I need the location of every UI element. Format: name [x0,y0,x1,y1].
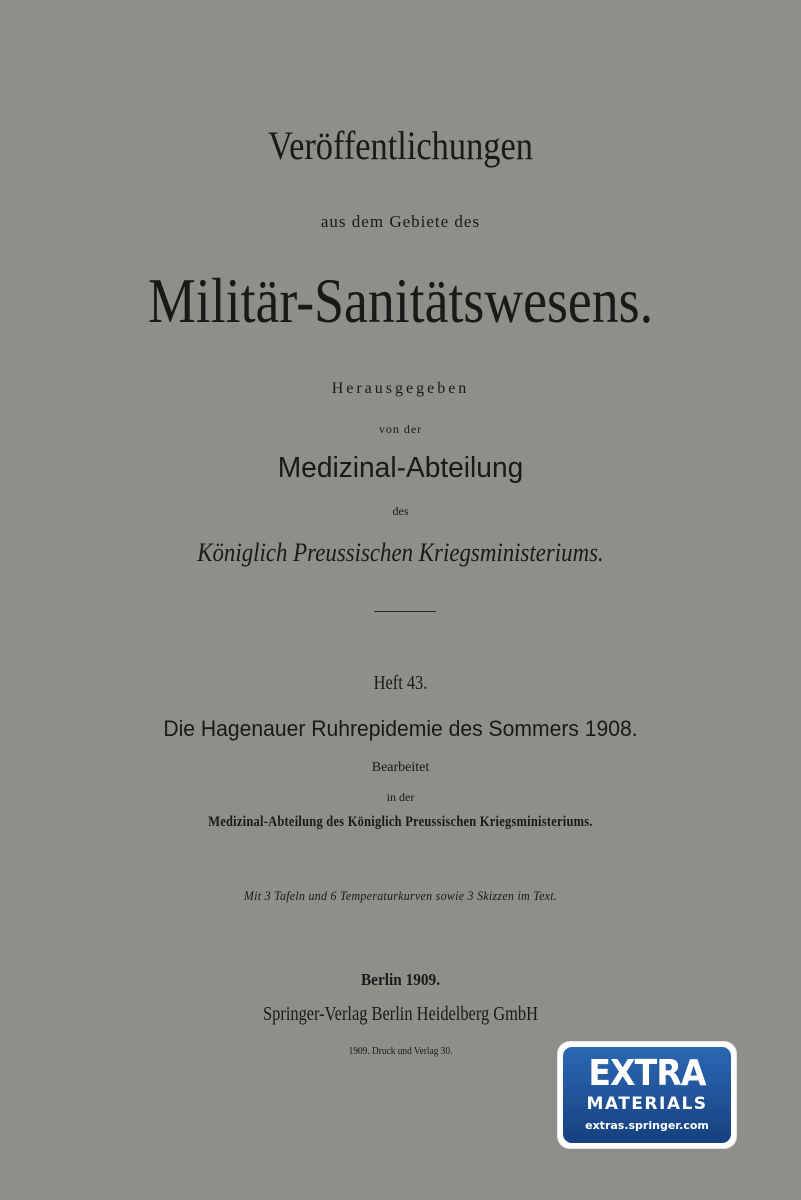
illustrations-note: Mit 3 Tafeln und 6 Temperaturkurven sowie 3 Skizzen im Text. [243,888,558,903]
edited-label: Bearbeitet [371,760,430,775]
editor-ministry: Königlich Preussischen Kriegsministeriums. [197,538,604,567]
publisher-name: Springer-Verlag Berlin Heidelberg GmbH [263,1003,538,1025]
extra-materials-badge[interactable] [558,1042,736,1148]
work-title: Die Hagenauer Ruhrepidemie des Sommers 1908. [163,716,638,741]
badge-materials-text: MATERIALS [586,1094,708,1114]
divider-rule [374,611,436,612]
issue-number: Heft 43. [373,672,428,694]
badge-panel [563,1047,731,1143]
badge-url-text: extras.springer.com [585,1119,709,1132]
editor-preposition: von der [378,422,423,436]
editor-article: des [392,504,409,518]
print-note: 1909. Druck und Verlag 30. [348,1045,453,1057]
place-and-year: Berlin 1909. [360,970,441,989]
editor-label: Herausgegeben [331,380,470,397]
badge-extra-text: EXTRA [588,1053,706,1094]
series-subtitle: aus dem Gebiete des [320,212,481,231]
editor-department: Medizinal-Abteilung [277,452,524,484]
editor-full-name: Medizinal-Abteilung des Königlich Preussischen Kriegsministeriums. [208,814,593,830]
cover-title: Militär-Sanitätswesens. [147,265,654,336]
series-title: Veröffentlichungen [268,123,533,168]
edited-preposition: in der [386,790,415,804]
